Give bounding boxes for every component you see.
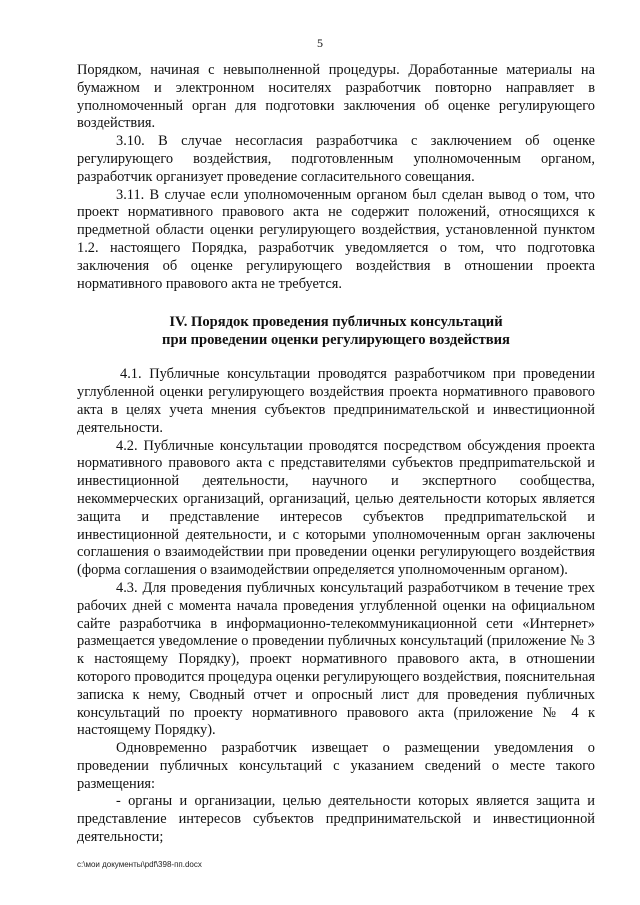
section-heading-line-1: IV. Порядок проведения публичных консультаций (169, 314, 503, 331)
paragraph-4-2: 4.2. Публичные консультации проводятся посредством обсуждения проекта нормативного правового акта с представителями субъектов предприmательской и инвестиционной деятельности, научного и экспертного сообщества, некоммерческих организаций, организаций, целью деятельности которых является защита и представление интересов субъектов предприmательской и инвестиционной деятельности, и с которыми уполномоченным орган заключены соглашения о взаимодействии при проведении оценки регулирующего воздействия (форма соглашения о взаимодействии определяется уполномоченным органом). (77, 437, 595, 579)
paragraph-3-10: 3.10. В случае несогласия разработчика с заключением об оценке регулирующего воздействия, подготовленным уполномоченным органом, разработчик организует проведение согласительного совещания. (77, 133, 595, 185)
paragraph-4-3: 4.3. Для проведения публичных консультаций разработчиком в течение трех рабочих дней с момента начала проведения углубленной оценки на официальном сайте разработчика в информационно-телекоммуникационной сети «Интернет» размещается уведомление о проведении публичных консультаций (приложение № 3 к настоящему Порядку), проект нормативного правового акта, в отношении которого проводится процедура оценки регулирующего воздействия, пояснительная записка к нему, Сводный отчет и опросный лист для проведения публичных консультаций по проекту нормативного правового акта (приложение № 4 к настоящему Порядку). (77, 579, 595, 739)
footer-file-path: c:\мои документы\pdf\398-пп.docx (77, 860, 202, 869)
paragraph-simultaneous-notice: Одновременно разработчик извещает о размещении уведомления о проведении публичных консультаций с указанием сведений о месте такого размещения: (77, 740, 595, 792)
paragraph-continuation: Порядком, начиная с невыполненной процедуры. Доработанные материалы на бумажном и электронном носителях разработчик повторно направляет в уполномоченный орган для подготовки заключения об оценке регулирующего воздействия. (77, 62, 595, 132)
list-item-organizations: - органы и организации, целью деятельности которых является защита и представление интересов субъектов предпринимательской и инвестиционной деятельности; (77, 793, 595, 846)
section-heading-line-2: при проведении оценки регулирующего воздействия (162, 332, 510, 349)
paragraph-4-1: 4.1. Публичные консультации проводятся разработчиком при проведении углубленной оценки регулирующего воздействия проекта нормативного правового акта в целях учета мнения субъектов предпринимательской и инвестиционной деятельности. (77, 366, 595, 436)
page-number: 5 (317, 36, 323, 50)
paragraph-3-11: 3.11. В случае если уполномоченным органом был сделан вывод о том, что проект нормативного правового акта не содержит положений, относящихся к предметной области оценки регулирующего воздействия, установленной пунктом 1.2. настоящего Порядка, разработчик уведомляется о том, что подготовка заключения об оценке регулирующего воздействия в отношении проекта нормативного правового акта не требуется. (77, 186, 595, 292)
section-heading-iv (77, 313, 595, 349)
document-body (77, 62, 595, 847)
